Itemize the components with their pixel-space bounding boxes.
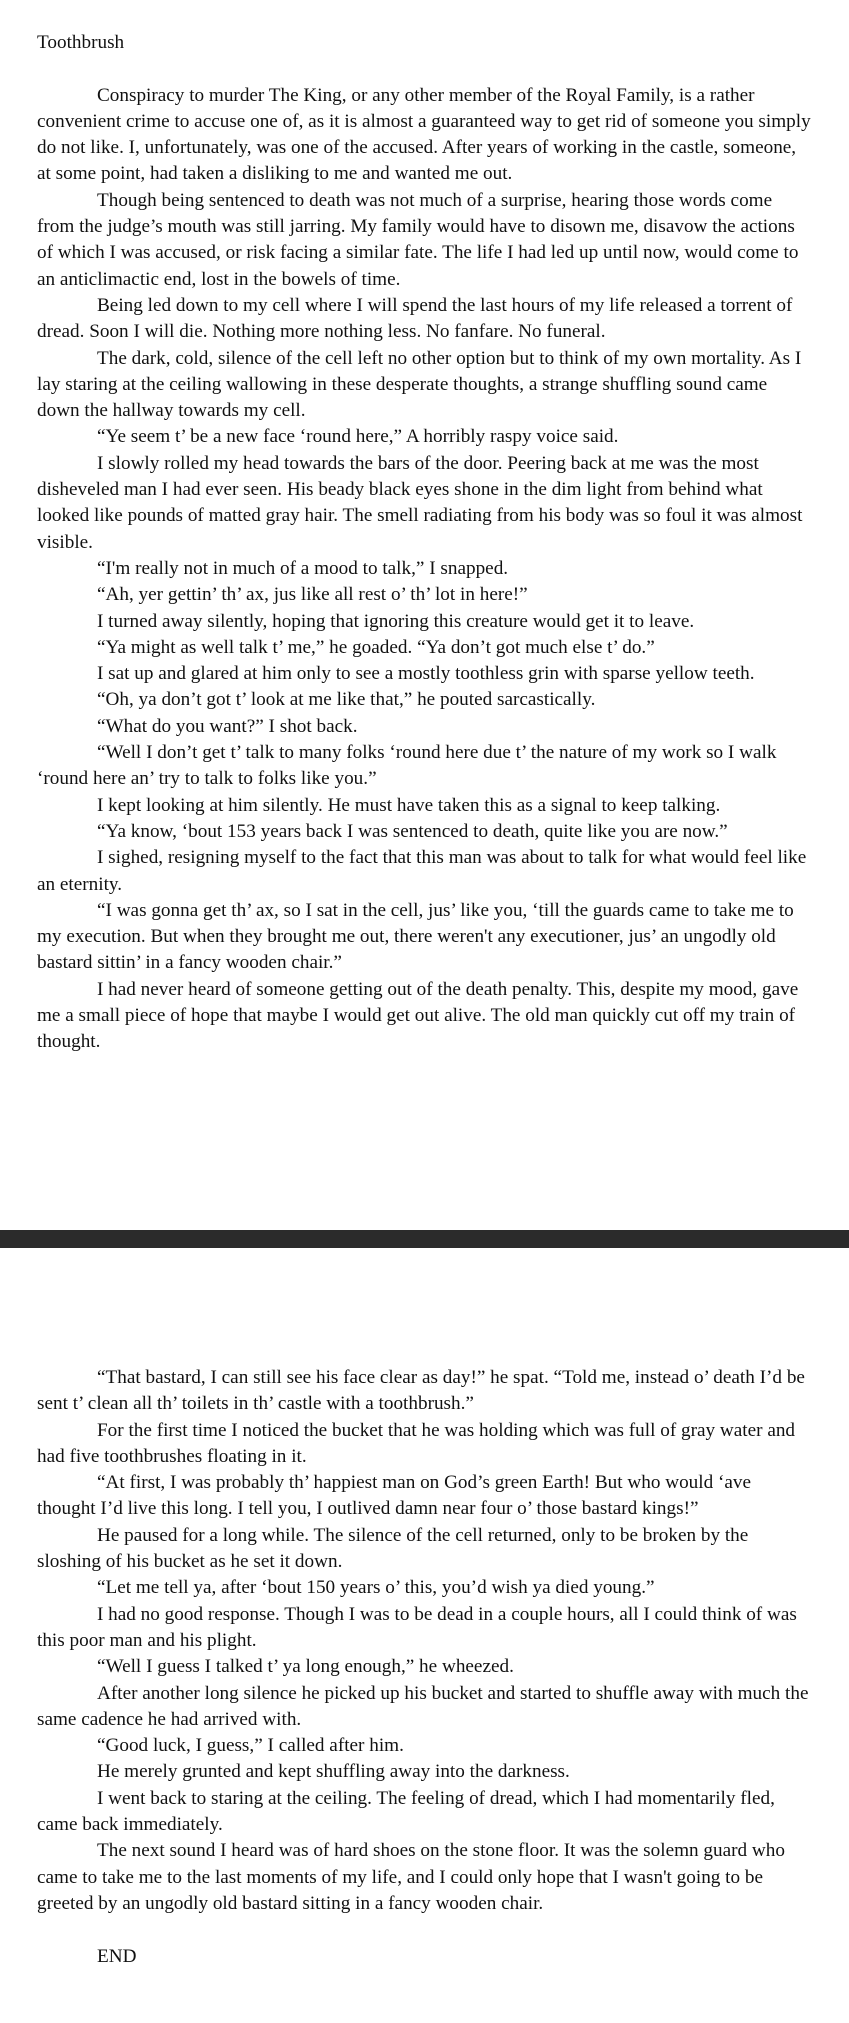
paragraph: After another long silence he picked up his bucket and started to shuffle away with much the same cadence he had arrived with. xyxy=(37,1682,809,1730)
paragraph: I kept looking at him silently. He must have taken this as a signal to keep talking. xyxy=(97,794,721,816)
paragraph: The dark, cold, silence of the cell left no other option but to think of my own mortality. As I lay staring at the ceiling wallowing in these desperate thoughts, a strange shuffling sound came down the hallway towards my cell. xyxy=(37,347,802,422)
paragraph: I had no good response. Though I was to be dead in a couple hours, all I could think of was this poor man and his plight. xyxy=(37,1603,797,1651)
end-marker: END xyxy=(97,1945,137,1967)
paragraph: “Oh, ya don’t got t’ look at me like that,” he pouted sarcastically. xyxy=(97,689,596,711)
paragraph: “At first, I was probably th’ happiest man on God’s green Earth! But who would ‘ave thought I’d live this long. I tell you, I outlived damn near four o’ those bastard kings!” xyxy=(37,1472,751,1520)
paragraph: I had never heard of someone getting out of the death penalty. This, despite my mood, gave me a small piece of hope that maybe I would get out alive. The old man quickly cut off my train of thought. xyxy=(37,978,799,1053)
paragraph: “Well I don’t get t’ talk to many folks ‘round here due t’ the nature of my work so I walk ‘round here an’ try to talk to folks like you.” xyxy=(37,742,777,790)
paragraph: “Ah, yer gettin’ th’ ax, jus like all rest o’ th’ lot in here!” xyxy=(97,584,528,606)
paragraph: “Let me tell ya, after ‘bout 150 years o’ this, you’d wish ya died young.” xyxy=(97,1577,655,1599)
paragraph: “I'm really not in much of a mood to talk,” I snapped. xyxy=(97,557,509,579)
paragraph: “Ye seem t’ be a new face ‘round here,” A horribly raspy voice said. xyxy=(97,426,619,448)
story-title: Toothbrush xyxy=(37,32,125,53)
page-1-text-block xyxy=(37,30,813,1056)
paragraph: I turned away silently, hoping that ignoring this creature would get it to leave. xyxy=(97,610,695,632)
page-separator xyxy=(0,1230,849,1248)
paragraph: “Ya might as well talk t’ me,” he goaded. “Ya don’t got much else t’ do.” xyxy=(97,636,655,658)
paragraph: Though being sentenced to death was not much of a surprise, hearing those words come from the judge’s mouth was still jarring. My family would have to disown me, disavow the actions of which I was accused, or risk facing a similar fate. The life I had led up until now, would come to an anticlimactic end, lost in the bowels of time. xyxy=(37,189,799,290)
paragraph: “What do you want?” I shot back. xyxy=(97,715,358,737)
paragraph: Being led down to my cell where I will spend the last hours of my life released a torrent of dread. Soon I will die. Nothing more nothing less. No fanfare. No funeral. xyxy=(37,294,793,343)
paragraph: “That bastard, I can still see his face clear as day!” he spat. “Told me, instead o’ death I’d be sent t’ clean all th’ toilets in th’ castle with a toothbrush.” xyxy=(37,1367,805,1415)
paragraph: “Good luck, I guess,” I called after him. xyxy=(97,1735,404,1757)
page-2-text-block xyxy=(37,1365,813,1970)
paragraph: He merely grunted and kept shuffling away into the darkness. xyxy=(97,1761,570,1783)
paragraph: The next sound I heard was of hard shoes on the stone floor. It was the solemn guard who came to take me to the last moments of my life, and I could only hope that I wasn't going to be greeted by an ungodly old bastard sitting in a fancy wooden chair. xyxy=(37,1840,785,1914)
paragraph: “Ya know, ‘bout 153 years back I was sentenced to death, quite like you are now.” xyxy=(97,820,728,842)
paragraph: I sighed, resigning myself to the fact that this man was about to talk for what would feel like an eternity. xyxy=(37,847,807,895)
paragraph: I went back to staring at the ceiling. The feeling of dread, which I had momentarily fled, came back immediately. xyxy=(37,1787,775,1836)
paragraph: I sat up and glared at him only to see a mostly toothless grin with sparse yellow teeth. xyxy=(97,663,755,685)
paragraph: He paused for a long while. The silence of the cell returned, only to be broken by the sloshing of his bucket as he set it down. xyxy=(37,1524,749,1573)
paragraph: “I was gonna get th’ ax, so I sat in the cell, jus’ like you, ‘till the guards came to take me to my execution. But when they brought me out, there weren't any executioner, jus’ an ungodly old bastard sittin’ in a fancy wooden chair.” xyxy=(37,899,794,974)
paragraph: Conspiracy to murder The King, or any other member of the Royal Family, is a rather convenient crime to accuse one of, as it is almost a guaranteed way to get rid of someone you simply do not like. I, unfortunately, was one of the accused. After years of working in the castle, someone, at some point, had taken a disliking to me and wanted me out. xyxy=(37,84,811,185)
document-page-2 xyxy=(0,1248,849,2023)
paragraph: I slowly rolled my head towards the bars of the door. Peering back at me was the most disheveled man I had ever seen. His beady black eyes shone in the dim light from behind what looked like pounds of matted gray hair. The smell radiating from his body was so foul it was almost visible. xyxy=(37,452,803,553)
paragraph: For the first time I noticed the bucket that he was holding which was full of gray water and had five toothbrushes floating in it. xyxy=(37,1419,796,1467)
paragraph: “Well I guess I talked t’ ya long enough,” he wheezed. xyxy=(97,1656,514,1678)
